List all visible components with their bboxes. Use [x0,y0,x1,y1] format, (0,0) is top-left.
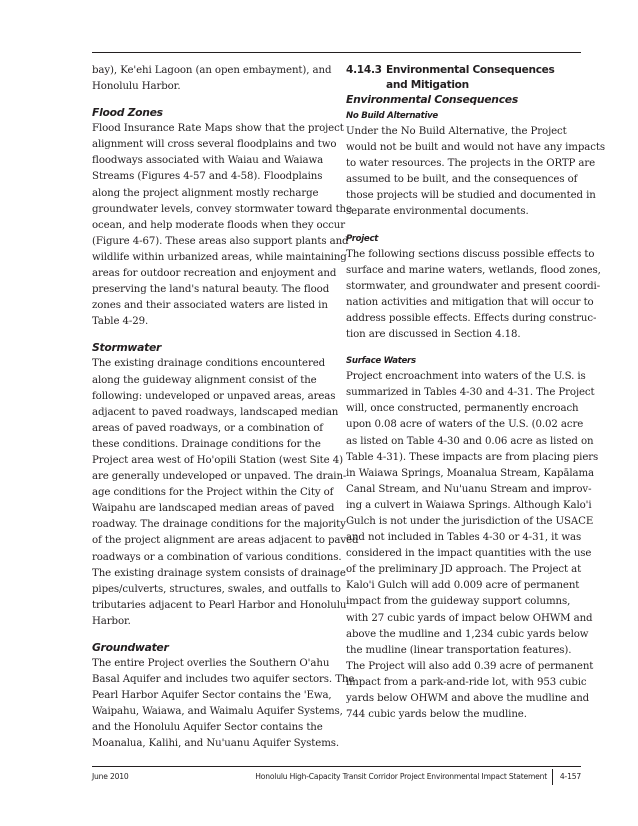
text-line: will, once constructed, permanently encroach [346,403,579,415]
project-paragraph [346,247,601,344]
text-line: impact from a park-and-ride lot, with 953 cubic [346,676,587,688]
section-title-line: and Mitigation [386,78,469,91]
text-line: Under the No Build Alternative, the Project [346,126,567,137]
text-line: along the guideway alignment consist of the [92,374,317,386]
text-line: tion are discussed in Section 4.18. [346,329,521,341]
stormwater-paragraph [92,356,359,630]
text-line: nation activities and mitigation that will occur to [346,296,594,308]
right-column [346,63,605,723]
text-line: roadways or a combination of various conditions. [92,551,342,563]
text-line: Honolulu Harbor. [92,81,181,93]
surface-waters-section [346,353,599,723]
text-line: considered in the impact quantities with the use [346,548,592,560]
text-line: Table 4-31). These impacts are from placing piers [346,451,599,463]
text-line: 744 cubic yards below the mudline. [346,709,527,721]
text-line: age conditions for the Project within the City of [92,487,334,499]
footer-divider [552,769,553,785]
text-line: Pearl Harbor Aquifer Sector contains the 'Ewa, [92,690,332,702]
text-line: and not included in Tables 4-30 or 4-31, it was [346,532,582,544]
text-line: in Waiawa Springs, Moanalua Stream, Kapālama [346,467,595,479]
no-build-heading: No Build Alternative [346,111,438,121]
text-line: as listed on Table 4-30 and 0.06 acre as listed on [346,435,594,447]
text-line: Moanalua, Kalihi, and Nu'uanu Aquifer Systems. [92,738,340,750]
groundwater-section [92,640,355,753]
text-line: summarized in Tables 4-30 and 4-31. The Project [346,387,595,399]
text-line: Flood Insurance Rate Maps show that the project [92,123,344,135]
text-line: Project encroachment into waters of the U.S. is [346,371,586,383]
text-line: address possible effects. Effects during construc- [346,312,597,324]
flood-zones-heading: Flood Zones [92,106,163,120]
text-line: The existing drainage conditions encountered [92,358,326,370]
text-line: Waipahu, Waiawa, and Waimalu Aquifer Systems, [92,706,343,718]
project-section [346,231,601,344]
text-line: surface and marine waters, wetlands, flood zones, [346,264,601,276]
text-line: Waipahu are landscaped median areas of paved [92,503,335,515]
page-footer [92,766,581,787]
no-build-paragraph [346,124,605,221]
page-number: 4-157 [559,772,581,781]
text-line: Canal Stream, and Nu'uanu Stream and improv- [346,483,592,495]
stormwater-heading: Stormwater [92,341,161,355]
text-line: and the Honolulu Aquifer Sector contains the [92,722,323,734]
text-line: The following sections discuss possible effects to [346,248,595,260]
text-line: ing a culvert in Waiawa Springs. Although Kalo'i [346,499,592,511]
text-line: with 27 cubic yards of impact below OHWM and [346,612,593,624]
text-line: those projects will be studied and documented in [346,190,596,202]
section-title-text: Environmental Consequences [386,64,555,76]
text-line: areas for outdoor recreation and enjoyment and [92,268,337,280]
text-line: the mudline (linear transportation features). [346,644,572,656]
text-line: Gulch is not under the jurisdiction of the USACE [346,515,594,527]
text-line: tributaries adjacent to Pearl Harbor and Honolulu [92,599,347,611]
text-line: bay), Ke'ehi Lagoon (an open embayment), and [92,65,332,76]
text-line: Kalo'i Gulch will add 0.009 acre of permanent [346,580,580,592]
text-line: Project area west of Ho'opili Station (west Site 4) [92,454,343,466]
text-line: along the project alignment mostly recharge [92,187,319,199]
section-title-line [346,63,586,78]
section-number: 4.14.3 [346,64,382,76]
text-line: The existing drainage system consists of drainage [92,567,346,579]
surface-waters-paragraph [346,369,599,723]
header-rule [92,52,581,53]
surface-waters-heading: Surface Waters [346,356,416,367]
text-line: of the preliminary JD approach. The Project at [346,564,582,576]
text-line: of the project alignment are areas adjacent to paved [92,535,359,547]
subsection-heading: Environmental Consequences [346,93,518,106]
text-line: roadway. The drainage conditions for the majority [92,519,346,531]
left-column [92,63,359,753]
intro-paragraph [92,63,336,95]
text-line: assumed to be built, and the consequences of [346,174,578,186]
text-line: wildlife within urbanized areas, while maintaining [92,251,347,263]
text-line: Streams (Figures 4-57 and 4-58). Floodplains [92,171,323,183]
text-line: to water resources. The projects in the ORTP are [346,158,596,170]
text-line: Table 4-29. [92,316,149,328]
text-line: above the mudline and 1,234 cubic yards below [346,628,589,640]
text-line: stormwater, and groundwater and present coordi- [346,280,601,292]
flood-zones-section [92,105,352,330]
footer-document-title: Honolulu High-Capacity Transit Corridor Project Environmental Impact Statement [255,772,547,781]
text-line: following: undeveloped or unpaved areas, areas [92,390,336,402]
text-line: floodways associated with Waiau and Waiawa [92,155,324,167]
text-line: yards below OHWM and above the mudline and [346,693,590,704]
text-line: are generally undeveloped or unpaved. The drain- [92,471,347,483]
project-heading: Project [346,233,379,244]
text-line: areas of paved roadways, or a combination of [92,422,323,434]
groundwater-paragraph [92,656,355,753]
text-line: preserving the land's natural beauty. The flood [92,284,330,296]
text-line: (Figure 4-67). These areas also support plants and [92,235,349,247]
text-line: Harbor. [92,615,131,627]
text-line: groundwater levels, convey stormwater toward the [92,203,352,215]
footer-date: June 2010 [92,772,129,781]
stormwater-section [92,340,359,630]
text-line: impact from the guideway support columns, [346,596,571,608]
flood-zones-paragraph [92,121,352,330]
text-line: Basal Aquifer and includes two aquifer sectors. The [92,674,355,686]
groundwater-heading: Groundwater [92,641,169,654]
text-line: these conditions. Drainage conditions for the [92,438,321,450]
text-line: pipes/culverts, structures, swales, and outfalls to [92,583,341,595]
text-line: alignment will cross several floodplains and two [92,139,337,151]
text-line: upon 0.08 acre of waters of the U.S. (0.02 acre [346,419,584,431]
text-line: ocean, and help moderate floods when they occur [92,219,345,231]
no-build-section [346,108,605,221]
text-line: adjacent to paved roadways, landscaped median [92,406,339,418]
text-line: The entire Project overlies the Southern O'ahu [92,658,330,669]
text-line: would not be built and would not have any impacts [346,142,605,154]
text-line: zones and their associated waters are listed in [92,300,328,312]
section-title [346,63,586,92]
text-line: separate environmental documents. [346,206,529,218]
text-line: The Project will also add 0.39 acre of permanent [346,660,594,672]
